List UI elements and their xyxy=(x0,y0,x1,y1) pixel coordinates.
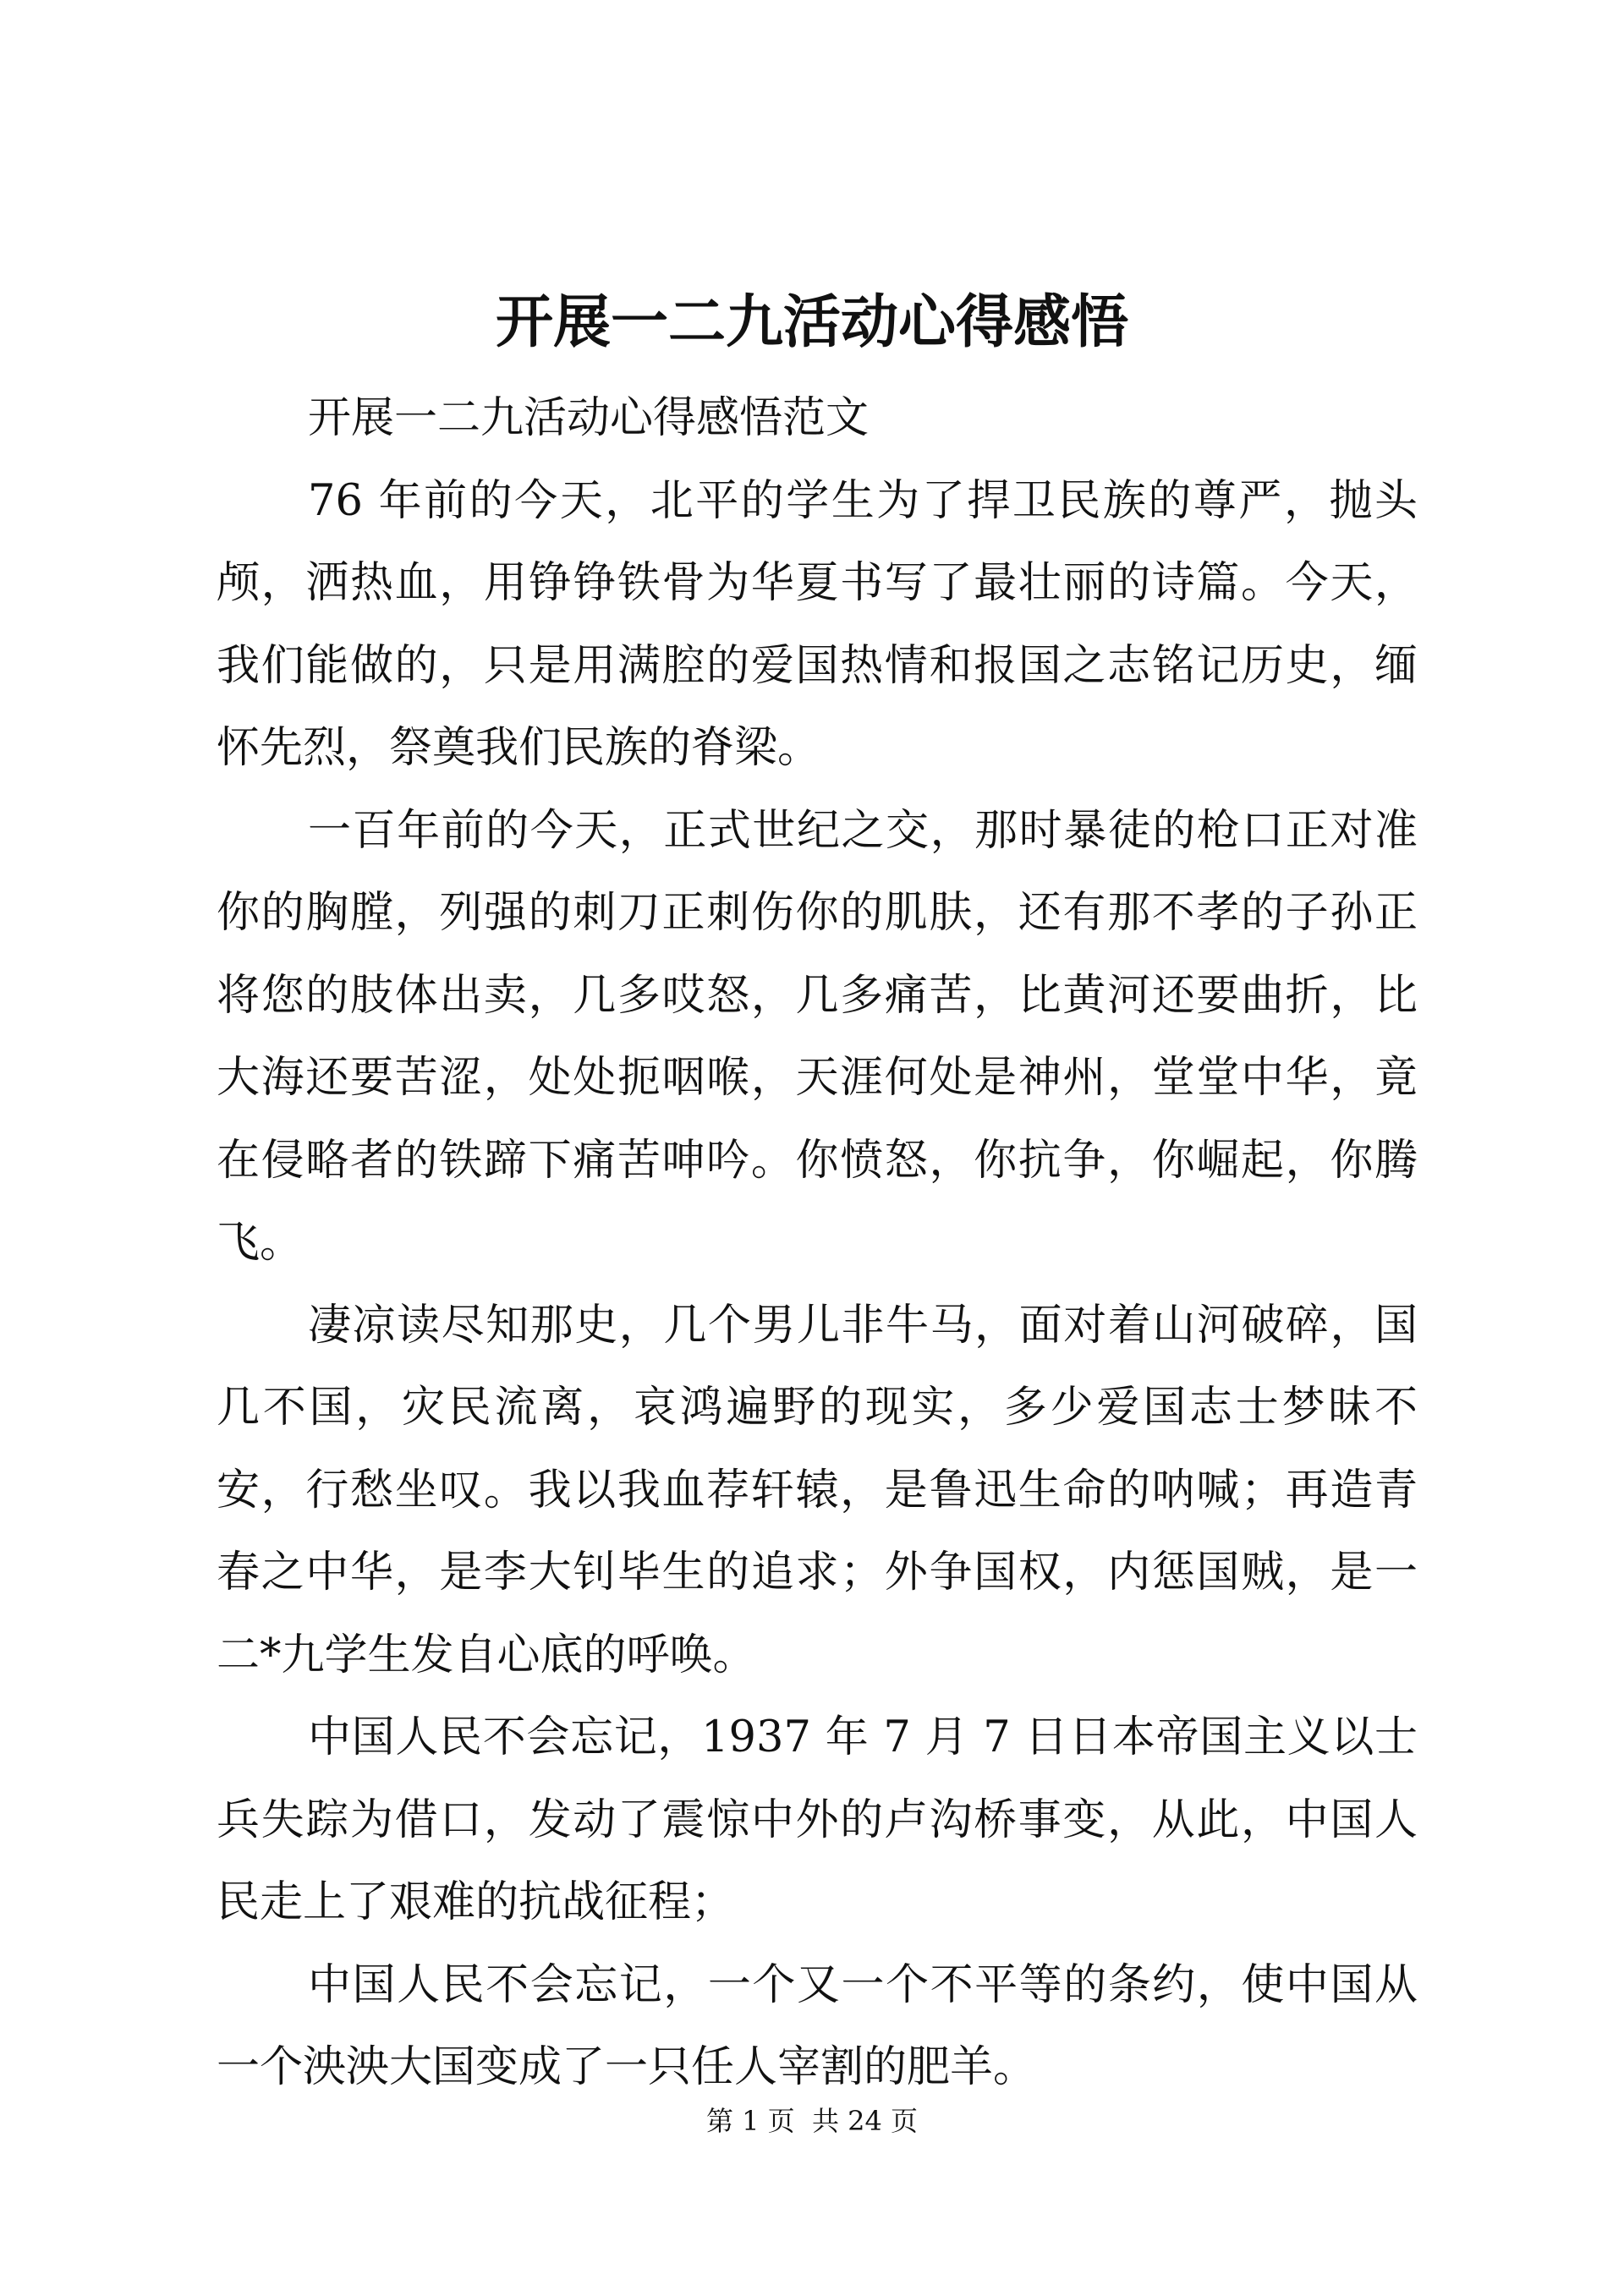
page-footer xyxy=(0,2104,1624,2138)
document-body xyxy=(217,377,1418,2109)
page-number-label: 第 1 页 共 24 页 xyxy=(705,2105,919,2137)
document-subtitle: 开展一二九活动心得感悟范文 xyxy=(308,393,870,443)
paragraph-2: 一百年前的今天，正式世纪之交，那时暴徒的枪口正对准你的胸膛，列强的刺刀正刺伤你的肌肤，还有那不孝的子孙正将您的肢体出卖，几多哎怒，几多痛苦，比黄河还要曲折，比大海还要苦涩，处处扼咽喉，天涯何处是神州，堂堂中华，竟在侵略者的铁蹄下痛苦呻吟。你愤怒，你抗争，你崛起，你腾飞。 xyxy=(217,805,1418,1268)
document-title: 开展一二九活动心得感悟 xyxy=(495,288,1128,356)
paragraph-4: 中国人民不会忘记，1937 年 7 月 7 日日本帝国主义以士兵失踪为借口，发动了震惊中外的卢沟桥事变，从此，中国人民走上了艰难的抗战征程； xyxy=(217,1712,1418,1927)
paragraph-3: 凄凉读尽知那史，几个男儿非牛马，面对着山河破碎，国几不国，灾民流离，哀鸿遍野的现实，多少爱国志士梦昧不安，行愁坐叹。我以我血荐轩辕，是鲁迅生命的呐喊；再造青春之中华，是李大钊毕生的追求；外争国权，内惩国贼，是一二*九学生发自心底的呼唤。 xyxy=(217,1300,1418,1680)
paragraph-5: 中国人民不会忘记，一个又一个不平等的条约，使中国从一个泱泱大国变成了一只任人宰割的肥羊。 xyxy=(217,1959,1418,2092)
paragraph-1: 76 年前的今天，北平的学生为了捍卫民族的尊严，抛头颅，洒热血，用铮铮铁骨为华夏书写了最壮丽的诗篇。今天，我们能做的，只是用满腔的爱国热情和报国之志铭记历史，缅怀先烈，祭奠我们民族的脊梁。 xyxy=(217,475,1418,773)
